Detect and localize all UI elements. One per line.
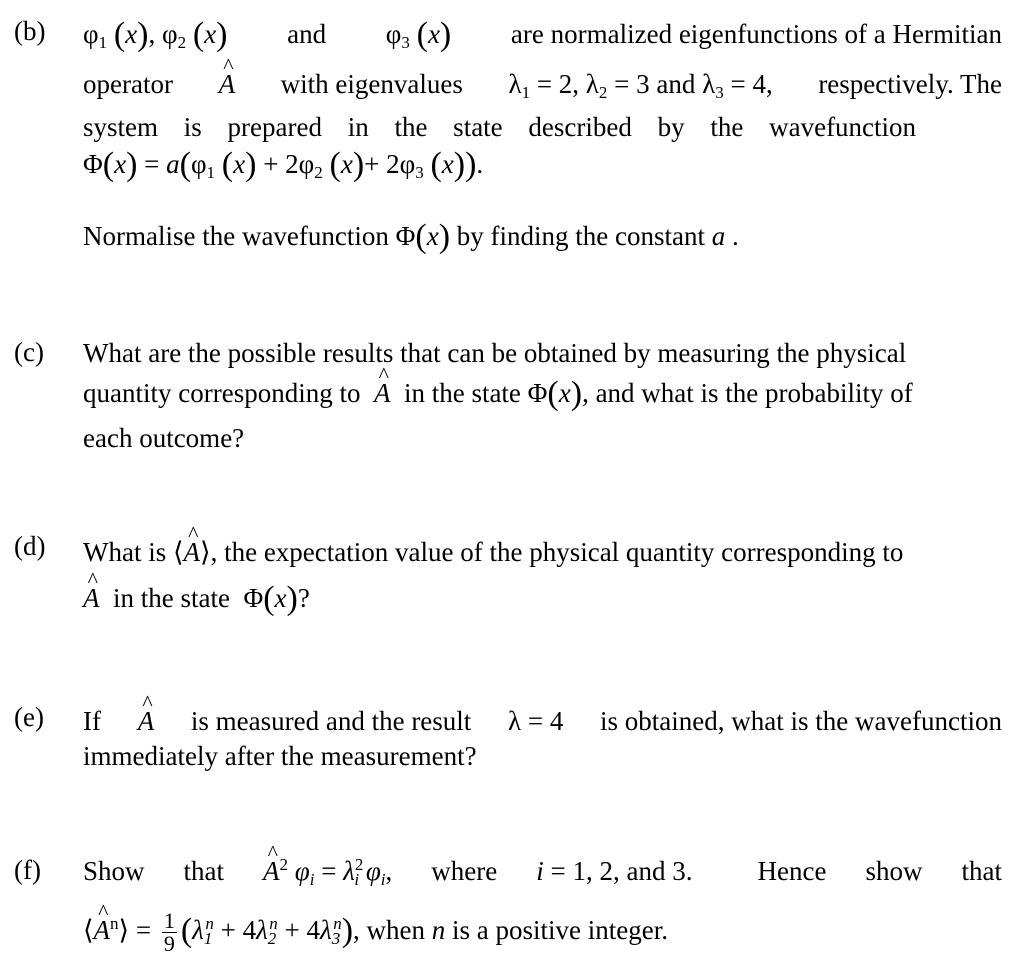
math-result: λ = 4 [508, 706, 564, 736]
question-b-line-2: operator A ^ with eigenvalues $\lambda_1 = 2$, $\lambda_2 = 3$ and $\lambda_3 = 4$, respectively. The [83, 68, 1002, 100]
question-b-line-1: $\varphi_1$ (x), $\varphi_2$ (x) and $\varphi_3$ (x) are normalized eigenfunctions of a Hermitian [83, 16, 1002, 53]
math-eigenfunctions: $\varphi_1$ (x), $\varphi_2$ (x) [83, 16, 228, 53]
question-e-line-1: If A ^ is measured and the result λ = 4 is obtained, what is the wavefunction [83, 705, 1002, 737]
operator-A: A ^ [374, 377, 391, 409]
question-label: (d) [14, 531, 46, 561]
question-e-line-2: immediately after the measurement? [83, 741, 477, 771]
question-d-line-2: A ^ in the state Φ(x)? [83, 582, 1002, 614]
math-index: i = 1, 2, and 3. [536, 856, 693, 886]
question-b-line-3: system is prepared in the state described by the wavefunction [83, 112, 917, 142]
question-label: (b) [14, 16, 46, 46]
math-moment-formula: ⟨A ^$^n$⟩ = $\frac{1}{9}$ $(\lambda_1^n + 4\lambda_2^n + 4\lambda_3^n)$, [83, 915, 360, 945]
question-b-task: Normalise the wavefunction Φ(x) by finding the constant a . [83, 218, 739, 255]
math-wavefunction: $\Phi(x) = a(\varphi_1$ $(x) + 2\varphi_2$ $(x)+ 2\varphi_3$ (x)). [83, 146, 484, 183]
question-d-line-1: What is ⟨A ^⟩, the expectation value of the physical quantity corresponding to [83, 536, 1002, 568]
question-c-line-2: quantity corresponding to A ^ in the state Φ(x), and what is the probability of [83, 377, 1002, 409]
question-f-line-1: Show that A ^$^2$ $\varphi_i = \lambda^2_i$ $\varphi_i$, where i = 1, 2, and 3. Hence show that [83, 855, 1002, 887]
math-eigen-squared: A ^$^2$ $\varphi_i = \lambda^2_i$ $\varphi_i$, [263, 855, 392, 887]
question-label: (c) [14, 337, 44, 367]
math-phi3: $\varphi_3$ (x) [385, 16, 452, 53]
question-c-line-3: each outcome? [83, 423, 245, 453]
operator-A: A ^ [138, 705, 155, 737]
question-label: (e) [14, 702, 44, 732]
question-label: (f) [14, 855, 41, 885]
operator-A: A ^ [219, 68, 236, 100]
question-c-line-1: What are the possible results that can be obtained by measuring the physical [83, 338, 907, 368]
question-b-text: are normalized eigenfunctions of a Hermitian [510, 19, 1002, 49]
math-eigenvalues: $\lambda_1 = 2$, $\lambda_2 = 3$ and $\lambda_3 = 4$, [508, 69, 773, 102]
operator-A: A ^ [83, 582, 100, 614]
question-f-line-2: ⟨A ^$^n$⟩ = $\frac{1}{9}$ $(\lambda_1^n + 4\lambda_2^n + 4\lambda_3^n)$, when n is a positive integer. [83, 908, 1002, 955]
operator-A: A ^ [184, 536, 201, 568]
